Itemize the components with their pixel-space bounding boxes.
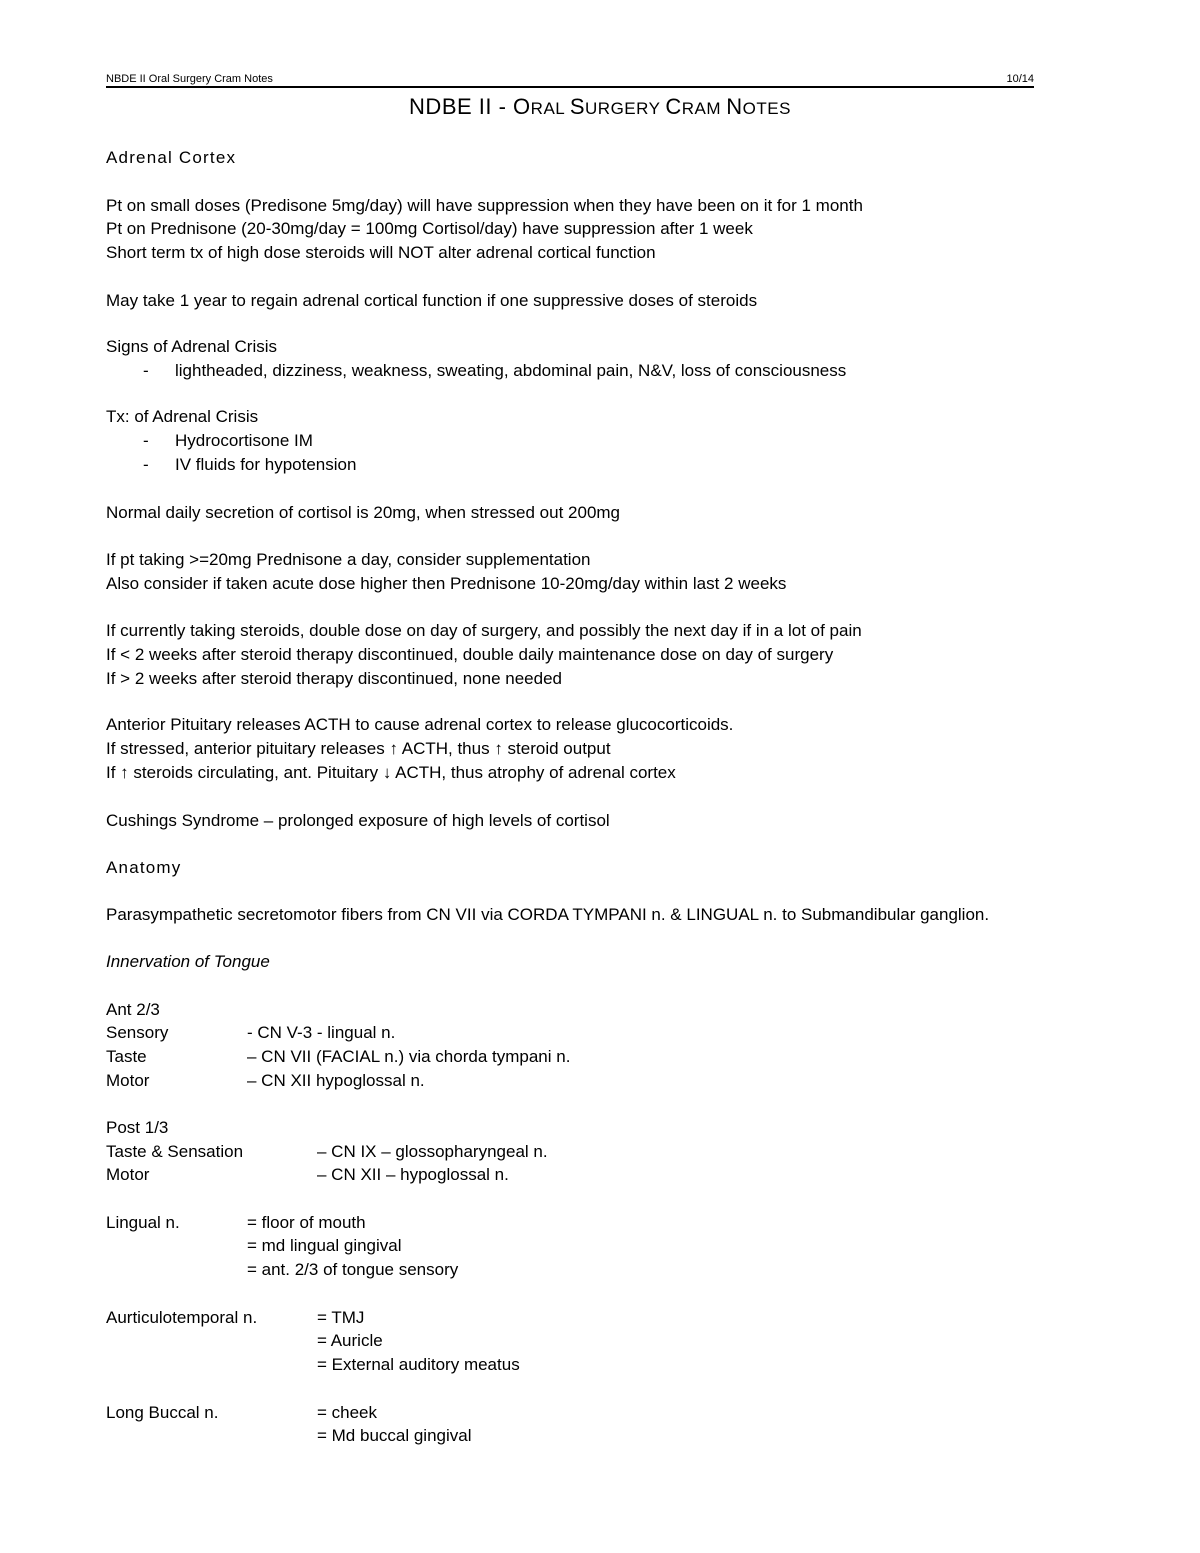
- header-title: NBDE II Oral Surgery Cram Notes: [106, 73, 273, 85]
- row-label: Taste: [106, 1047, 147, 1066]
- nerve-value: = External auditory meatus: [317, 1355, 520, 1374]
- nerve-value: = floor of mouth: [247, 1213, 366, 1232]
- row-label: Motor: [106, 1165, 150, 1184]
- row-value: – CN XII – hypoglossal n.: [317, 1165, 509, 1184]
- group-title: Post 1/3: [106, 1118, 169, 1137]
- list-bullet: -: [143, 361, 149, 380]
- text-line: Anterior Pituitary releases ACTH to cause adrenal cortex to release glucocorticoids.: [106, 715, 734, 734]
- subheading-tongue: Innervation of Tongue: [106, 952, 270, 971]
- page-title: NDBE II - ORAL SURGERY CRAM NOTES: [409, 94, 791, 119]
- list-title: Signs of Adrenal Crisis: [106, 337, 278, 356]
- nerve-label: Long Buccal n.: [106, 1403, 219, 1422]
- header-rule: [106, 86, 1034, 88]
- row-value: – CN XII hypoglossal n.: [247, 1071, 425, 1090]
- header-page-number: 10/14: [1006, 73, 1034, 85]
- text-line: If currently taking steroids, double dose on day of surgery, and possibly the next day if in a lot of pain: [106, 621, 862, 640]
- text-line: Pt on small doses (Predisone 5mg/day) will have suppression when they have been on it for 1 month: [106, 196, 863, 215]
- nerve-value: = Md buccal gingival: [317, 1426, 472, 1445]
- list-item: lightheaded, dizziness, weakness, sweating, abdominal pain, N&V, loss of consciousness: [175, 361, 847, 380]
- row-value: - CN V-3 - lingual n.: [247, 1023, 396, 1042]
- group-title: Ant 2/3: [106, 1000, 160, 1019]
- text-line: Also consider if taken acute dose higher then Prednisone 10-20mg/day within last 2 weeks: [106, 574, 787, 593]
- nerve-value: = ant. 2/3 of tongue sensory: [247, 1260, 459, 1279]
- text-line: Pt on Prednisone (20-30mg/day = 100mg Cortisol/day) have suppression after 1 week: [106, 219, 753, 238]
- list-bullet: -: [143, 455, 149, 474]
- text-line: If > 2 weeks after steroid therapy discontinued, none needed: [106, 669, 562, 688]
- text-line: If ↑ steroids circulating, ant. Pituitary ↓ ACTH, thus atrophy of adrenal cortex: [106, 763, 676, 782]
- text-line: Short term tx of high dose steroids will NOT alter adrenal cortical function: [106, 243, 656, 262]
- row-value: – CN VII (FACIAL n.) via chorda tympani n.: [247, 1047, 571, 1066]
- list-bullet: -: [143, 431, 149, 450]
- text-line: Parasympathetic secretomotor fibers from CN VII via CORDA TYMPANI n. & LINGUAL n. to Submandibular ganglion.: [106, 905, 990, 924]
- nerve-value: = Auricle: [317, 1331, 383, 1350]
- list-item: IV fluids for hypotension: [175, 455, 357, 474]
- row-value: – CN IX – glossopharyngeal n.: [317, 1142, 548, 1161]
- list-title: Tx: of Adrenal Crisis: [106, 407, 259, 426]
- nerve-value: = md lingual gingival: [247, 1236, 402, 1255]
- section-heading-anatomy: Anatomy: [106, 858, 182, 877]
- text-line: If < 2 weeks after steroid therapy discontinued, double daily maintenance dose on day of surgery: [106, 645, 834, 664]
- nerve-value: = TMJ: [317, 1308, 365, 1327]
- running-header: [106, 73, 1034, 87]
- list-item: Hydrocortisone IM: [175, 431, 313, 450]
- text-line: Normal daily secretion of cortisol is 20mg, when stressed out 200mg: [106, 503, 621, 522]
- row-label: Taste & Sensation: [106, 1142, 244, 1161]
- row-label: Sensory: [106, 1023, 169, 1042]
- nerve-label: Lingual n.: [106, 1213, 180, 1232]
- text-line: If stressed, anterior pituitary releases ↑ ACTH, thus ↑ steroid output: [106, 739, 611, 758]
- row-label: Motor: [106, 1071, 150, 1090]
- section-heading-adrenal: Adrenal Cortex: [106, 148, 237, 167]
- nerve-value: = cheek: [317, 1403, 378, 1422]
- text-line: May take 1 year to regain adrenal cortical function if one suppressive doses of steroids: [106, 291, 758, 310]
- nerve-label: Aurticulotemporal n.: [106, 1308, 258, 1327]
- text-line: Cushings Syndrome – prolonged exposure of high levels of cortisol: [106, 811, 610, 830]
- text-line: If pt taking >=20mg Prednisone a day, consider supplementation: [106, 550, 591, 569]
